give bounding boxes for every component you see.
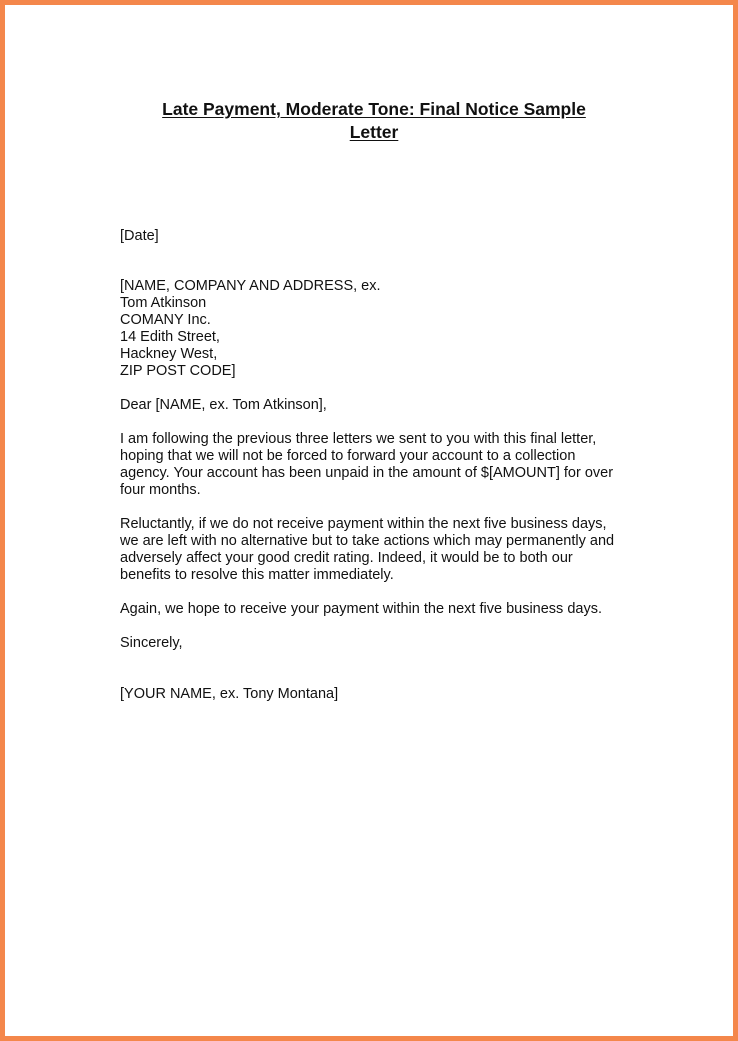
- paragraph-line: four months.: [120, 482, 201, 498]
- title-line-1: Late Payment, Moderate Tone: Final Notice Sample: [162, 99, 586, 119]
- title-line-2: Letter: [349, 122, 399, 142]
- paragraph-line: hoping that we will not be forced to forward your account to a collection: [120, 448, 576, 464]
- date-placeholder: [Date]: [120, 228, 159, 244]
- paragraph-2: [120, 516, 640, 584]
- letter-body: [120, 228, 640, 703]
- recipient-line: 14 Edith Street,: [120, 329, 220, 345]
- recipient-line: ZIP POST CODE]: [120, 363, 236, 379]
- letter-title: [115, 98, 633, 144]
- recipient-line: Tom Atkinson: [120, 295, 207, 311]
- paragraph-line: benefits to resolve this matter immediately.: [120, 567, 394, 583]
- paragraph-line: I am following the previous three letters we sent to you with this final letter,: [120, 431, 597, 447]
- paragraph-line: Reluctantly, if we do not receive payment within the next five business days,: [120, 516, 607, 532]
- recipient-line: [NAME, COMPANY AND ADDRESS, ex.: [120, 278, 381, 294]
- paragraph-line: agency. Your account has been unpaid in the amount of $[AMOUNT] for over: [120, 465, 614, 481]
- paragraph-3: Again, we hope to receive your payment within the next five business days.: [120, 601, 602, 617]
- recipient-address: [120, 278, 640, 380]
- signature: [YOUR NAME, ex. Tony Montana]: [120, 686, 339, 702]
- closing: Sincerely,: [120, 635, 183, 651]
- recipient-line: Hackney West,: [120, 346, 218, 362]
- paragraph-line: adversely affect your good credit rating. Indeed, it would be to both our: [120, 550, 573, 566]
- paragraph-1: [120, 431, 640, 499]
- salutation: Dear [NAME, ex. Tom Atkinson],: [120, 397, 327, 413]
- paragraph-line: we are left with no alternative but to take actions which may permanently and: [120, 533, 615, 549]
- recipient-line: COMANY Inc.: [120, 312, 211, 328]
